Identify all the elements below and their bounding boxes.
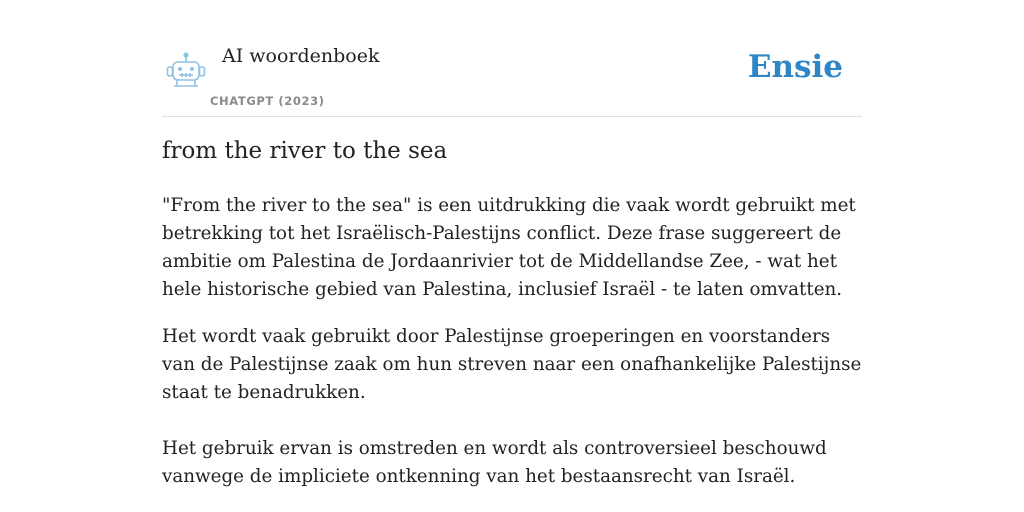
entry-term: from the river to the sea: [162, 138, 448, 164]
robot-icon: [166, 52, 206, 90]
definition-paragraph: "From the river to the sea" is een uitdrukking die vaak wordt gebruikt met betrekking tot het Israëlisch-Palestijns conflict. Deze frase suggereert de ambitie om Palestina de Jordaanrivier tot de Middellandse Zee, - wat het hele historische gebied van Palestina, inclusief Israël - te laten omvatten.: [162, 195, 856, 300]
definition-paragraph: Het wordt vaak gebruikt door Palestijnse groeperingen en voorstanders van de Palestijnse zaak om hun streven naar een onafhankelijke Palestijnse staat te benadrukken.: [162, 326, 862, 403]
source-label: CHATGPT (2023): [210, 94, 325, 108]
header: [162, 0, 862, 117]
brand-logo[interactable]: Ensie: [747, 49, 843, 85]
definition-paragraph: Het gebruik ervan is omstreden en wordt als controversieel beschouwd vanwege de impliciete ontkenning van het bestaansrecht van Israël.: [162, 438, 827, 487]
entry-definition: [162, 192, 867, 491]
dictionary-name[interactable]: AI woordenboek: [222, 45, 380, 67]
